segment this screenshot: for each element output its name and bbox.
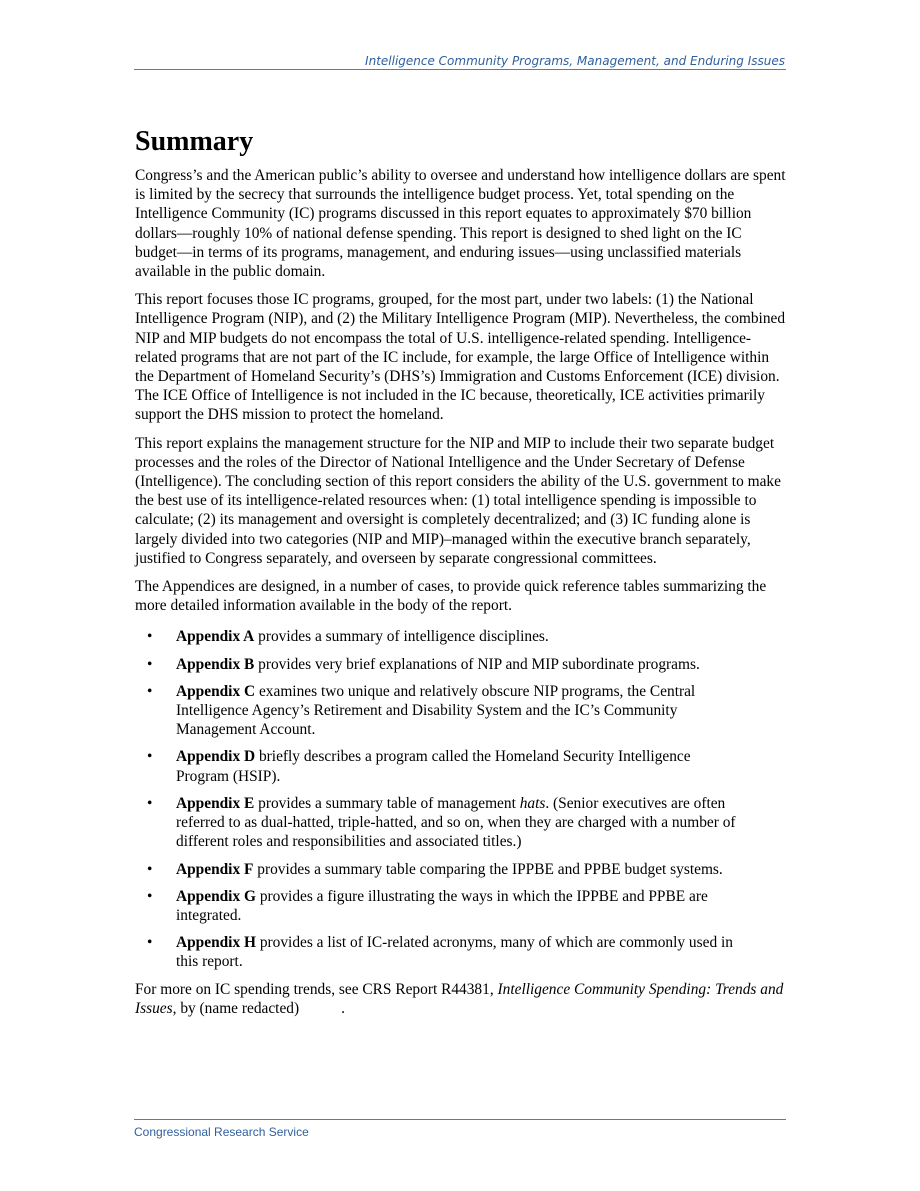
appendix-label: Appendix H (176, 934, 256, 952)
appendix-description: provides a summary of intelligence disciplines. (254, 628, 549, 646)
appendix-description: provides a summary table comparing the IPPBE and PPBE budget systems. (253, 860, 723, 878)
summary-paragraph-1: Congress’s and the American public’s ability to oversee and understand how intelligence dollars are spent is limited by the secrecy that surrounds the intelligence budget process. Yet, total spending on the Intelligence Community (IC) programs discussed in this report equates to approximately $70 billion dollars—roughly 10% of national defense spending. This report is designed to shed light on the IC budget—in terms of its programs, management, and enduring issues—using unclassified materials available in the public domain. (135, 167, 786, 281)
appendix-list-item-b (135, 655, 746, 674)
appendix-description: briefly describes a program called the Homeland Security Intelligence Program (HSIP). (176, 748, 691, 785)
appendix-description-continued: . (Senior executives are often referred to as dual-hatted, triple-hatted, and so on, when they are charged with a number of different roles and responsibilities and associated titles.) (176, 794, 736, 851)
appendix-label: Appendix C (176, 682, 256, 700)
appendix-label: Appendix D (176, 748, 256, 766)
appendix-list-item-e (135, 794, 746, 852)
summary-paragraph-4: The Appendices are designed, in a number of cases, to provide quick reference tables summarizing the more detailed information available in the body of the report. (135, 578, 767, 615)
bullet-icon: • (147, 682, 153, 700)
footer-publisher: Congressional Research Service (134, 1125, 309, 1139)
appendix-list-item-f (135, 860, 746, 879)
summary-paragraph-2: This report focuses those IC programs, grouped, for the most part, under two labels: (1) the National Intelligence Program (NIP), and (2) the Military Intelligence Program (MIP). Nevertheless, the combined NIP and MIP budgets do not encompass the total of U.S. intelligence-related spending. Intelligence-related programs that are not part of the IC include, for example, the large Office of Intelligence within the Department of Homeland Security’s (DHS’s) Immigration and Customs Enforcement (ICE) division. The ICE Office of Intelligence is not included in the IC because, theoretically, ICE activities primarily support the DHS mission to protect the homeland. (135, 291, 786, 424)
appendix-description: provides a list of IC-related acronyms, many of which are commonly used in this report. (176, 934, 733, 971)
closing-paragraph (135, 980, 787, 1018)
running-header (134, 53, 786, 70)
bullet-icon: • (147, 748, 153, 766)
bullet-icon: • (147, 860, 153, 878)
appendix-label: Appendix G (176, 887, 256, 905)
closing-author: , by (name redacted) (172, 999, 300, 1017)
appendix-list (135, 627, 787, 971)
crs-report-title-link[interactable]: Intelligence Community Spending: Trends and Issues (135, 980, 784, 1017)
appendix-label: Appendix F (176, 860, 254, 878)
appendix-label: Appendix E (176, 794, 255, 812)
bullet-icon: • (147, 934, 153, 952)
closing-text: For more on IC spending trends, see CRS Report R44381, (135, 980, 498, 998)
bullet-icon: • (147, 887, 153, 905)
appendix-list-item-h (135, 933, 746, 971)
appendix-list-item-d (135, 747, 746, 785)
appendix-list-item-a (135, 627, 746, 646)
page-content (135, 124, 787, 1027)
page-title: Summary (135, 126, 254, 157)
appendix-description: examines two unique and relatively obscure NIP programs, the Central Intelligence Agency’s Retirement and Disability System and the IC’s Community Management Account. (176, 682, 696, 739)
appendix-list-item-c (135, 682, 746, 740)
bullet-icon: • (147, 628, 153, 646)
appendix-list-item-g (135, 887, 746, 925)
appendix-description: provides a figure illustrating the ways in which the IPPBE and PPBE are integrated. (176, 887, 708, 924)
bullet-icon: • (147, 794, 153, 812)
appendix-description: provides a summary table of management (254, 794, 520, 812)
running-footer (134, 1119, 786, 1141)
running-header-title: Intelligence Community Programs, Management, and Enduring Issues (365, 54, 785, 68)
bullet-icon: • (147, 655, 153, 673)
appendix-label: Appendix A (176, 628, 255, 646)
closing-period: . (341, 999, 345, 1017)
appendix-italic-term: hats (519, 794, 546, 812)
appendix-description: provides very brief explanations of NIP and MIP subordinate programs. (254, 655, 700, 673)
appendix-label: Appendix B (176, 655, 255, 673)
summary-paragraph-3: This report explains the management structure for the NIP and MIP to include their two separate budget processes and the roles of the Director of National Intelligence and the Under Secretary of Defense (Intelligence). The concluding section of this report considers the ability of the U.S. government to make the best use of its intelligence-related resources when: (1) total intelligence spending is impossible to calculate; (2) its management and oversight is completely decentralized; and (3) IC funding alone is largely divided into two categories (NIP and MIP)–managed within the executive branch separately, justified to Congress separately, and overseen by separate congressional committees. (135, 434, 781, 567)
